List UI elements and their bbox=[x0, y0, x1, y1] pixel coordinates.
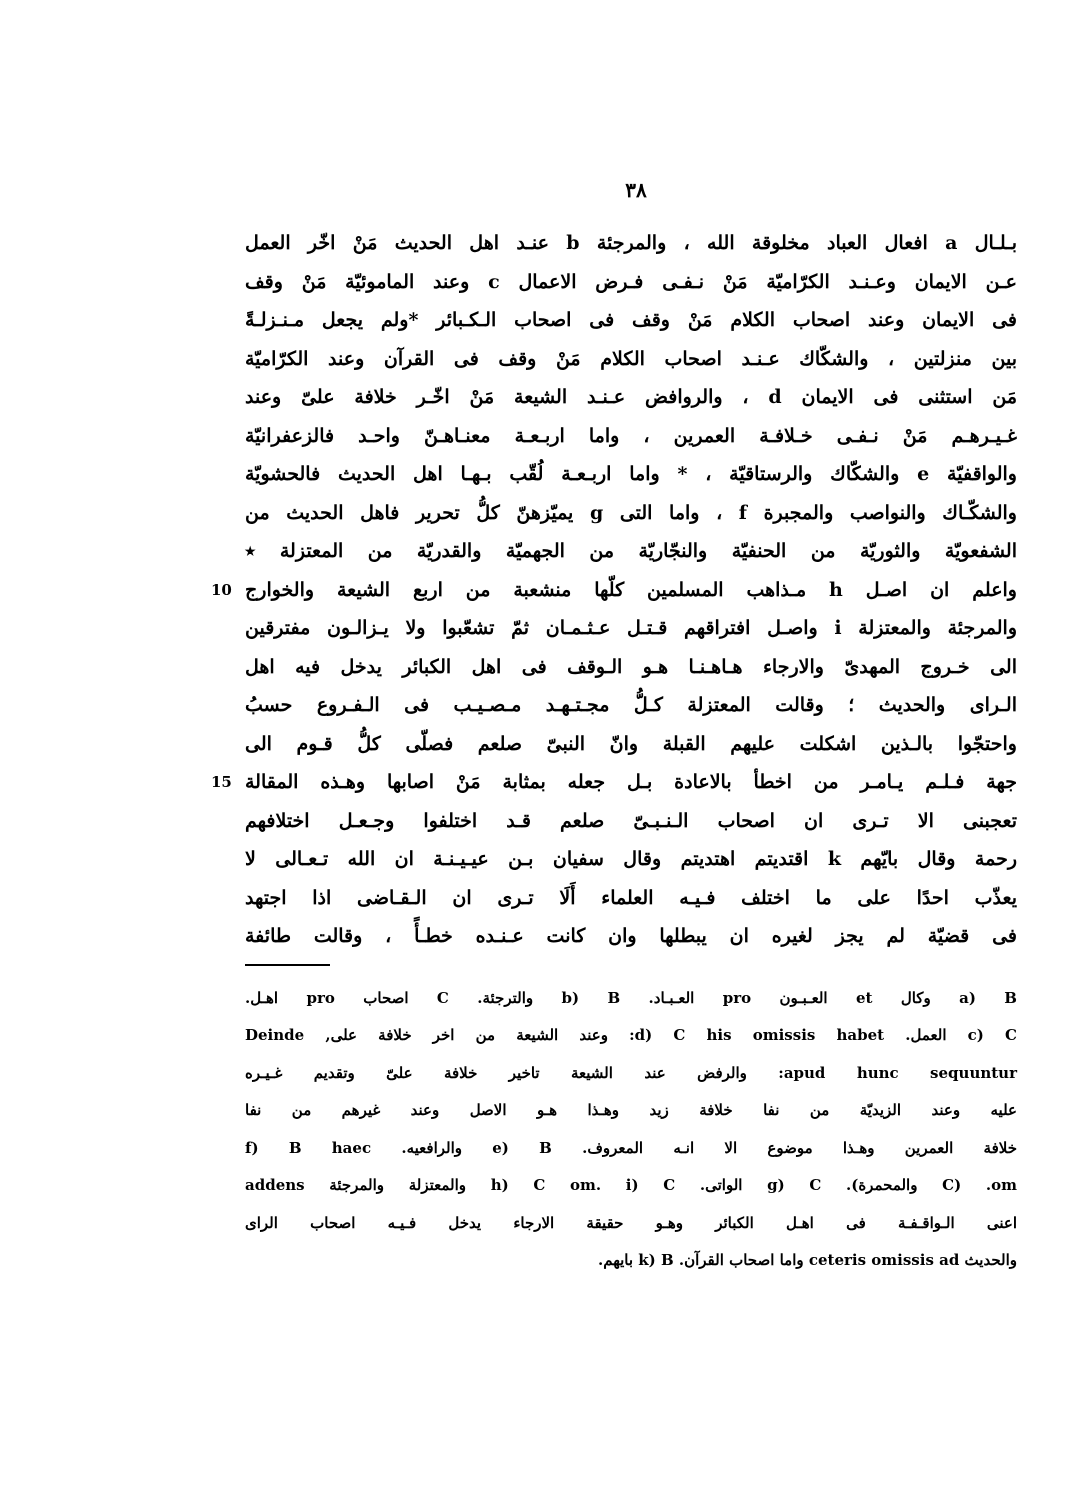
footnotes bbox=[245, 980, 1017, 1280]
footnote-line: خلافة العمرين وهـذا موضوع الا انـه المعروف. e) B والرافعيه. f) B haec bbox=[245, 1138, 1017, 1157]
text-line: جهة فـلـم يـامـر من اخطأ بالاعادة بـل جعله بمثابة مَنْ اصابها وهـذه المقالة bbox=[245, 771, 1017, 793]
page-content bbox=[211, 224, 1018, 1280]
footnote-line: c) C العمل. d) C his omissis habet: وعند الشيعة من اخر خلافة على, Deinde bbox=[245, 1026, 1017, 1044]
text-line: والشكّـاك والنواصب والمجبرة f ، واما التى g يميّزهنّ كلُّ تحرير فاهل الحديث من bbox=[245, 501, 1017, 524]
footnote-line: apud hunc sequuntur: والرفض عند الشيعة تاخير خلافة علىّ وتقديم غـيـره bbox=[245, 1063, 1017, 1082]
text-line: الى خـروج المهدىّ والارجاء هـاهـنـا هـو الـوقف فى اهل الكبائر يدخل فيه اهل bbox=[245, 655, 1017, 678]
text-line: والواقفيّة e والشكّاك والرستاقيّة ، * واما اربـعـة لُقّب بـهـا اهل الحديث فالحشويّة bbox=[245, 463, 1017, 485]
footnote-line: والحديث ceteris omissis ad واما اصحاب القرآن. k) B بايهم. bbox=[598, 1251, 1017, 1269]
text-line: بين منزلتين ، والشكّاك عـنـد اصحاب الكلام مَنْ وقف فى القرآن وعند الكرّاميّة bbox=[245, 347, 1017, 370]
text-line: فى قضيّة لم يجز لغيره ان يبطلها وان كانت عـنـده خطـأً ، وقالت طائفة bbox=[245, 925, 1017, 947]
line-number-15: 15 bbox=[211, 773, 232, 791]
text-line: عـن الايمان وعـنـد الكرّاميّة مَنْ نـفـى فـرض الاعمال c وعند الماموئيّة مَنْ وقف bbox=[245, 270, 1017, 293]
main-text bbox=[211, 224, 1018, 956]
text-line: رحمة وقال بايّهم k اقتديتم اهتديتم وقال سفيان بـن عيـيـنـة ان الله تـعـالى لا bbox=[245, 848, 1017, 870]
footnote-line: om. (C والمحمرة). g) C الواتى. h) C om. i) C والمعتزلة والمرجئة addens bbox=[245, 1176, 1017, 1194]
text-line: والمرجئة والمعتزلة i واصـل افتراقهم قـتـل عـثـمـان ثمّ تشعّبوا ولا يـزالـون مفترقين bbox=[245, 617, 1017, 639]
text-line: مَن استثنى فى الايمان d ، والروافض عـنـد الشيعة مَنْ اخّـر خلافة علىّ وعند bbox=[245, 386, 1018, 408]
text-line: الشفعويّة والثوريّة من الحنفيّة والنجّاريّة من الجهميّة والقدريّة من المعتزلة ٭ bbox=[245, 540, 1017, 562]
text-line: بـلـال a افعال العباد مخلوقة الله ، والمرجئة b عنـد اهل الحديث مَنْ اخّر العمل bbox=[245, 232, 1018, 254]
numbered-line-10 bbox=[211, 571, 1017, 610]
text-line: واعلم ان اصـل h مـذاهب المسلمين كلّها منشعبة من اربع الشيعة والخوارج bbox=[245, 578, 1017, 601]
footnote-divider bbox=[245, 964, 330, 966]
text-line: الـراى والحديث ؛ وقالت المعتزلة كـلُّ مجـتـهـد مـصـيـب فى الـفـروع حسبُ bbox=[245, 694, 1017, 716]
text-line: غـيـرهـم مَنْ نـفـى خـلافـة العمرين ، واما اربـعـة معنـاهـنّ واحـد فالزعفرانيّة bbox=[245, 424, 1017, 447]
text-line: يعذّب احدًا على ما اختلف فـيـه العلماء أَلَا تـرى ان الـقـاضى اذا اجتهد bbox=[245, 886, 1017, 909]
footnote-line: اعنى الـواقـفـة فى اهـل الكبائر وهـو حقيقة الارجاء يدخل فـيـه اصحاب الراى bbox=[245, 1213, 1017, 1232]
text-line: فى الايمان وعند اصحاب الكلام مَنْ وقف فى اصحاب الـكـبائر *ولم يجعل مـنـزلـةً bbox=[245, 309, 1017, 331]
text-line: تعجبنى الا تـرى ان اصحاب الـنـبـىّ صلعم قـد اختلفوا وجـعـل اختلافهم bbox=[245, 809, 1017, 832]
footnote-line: عليه وعند الزيديّة من نفا خلافة زيد وهـذا هـو الاصل وعند غيرهم من نفا bbox=[245, 1101, 1018, 1119]
line-number-10: 10 bbox=[211, 580, 232, 599]
page-number: ٣٨ bbox=[625, 178, 647, 202]
numbered-line-15 bbox=[211, 763, 1017, 802]
text-line: واحتجّوا بالـذين اشكلت عليهم القبلة وانّ النبىّ صلعم فصلّى كلُّ قـوم الى bbox=[245, 732, 1017, 755]
footnote-line: a) B وكال et العـبـون pro العـبـاد. b) B والترجئة. C اصحاب pro اهـل. bbox=[245, 988, 1017, 1007]
